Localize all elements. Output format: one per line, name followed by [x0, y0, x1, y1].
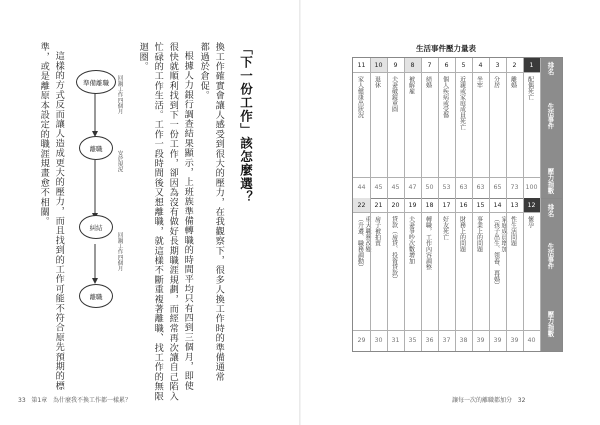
event-cell: 近親或家庭成員死亡	[458, 76, 466, 130]
points-cell: 63	[459, 183, 468, 191]
rank-cell: 7	[427, 61, 432, 69]
column-divider	[370, 58, 371, 351]
flow-node-quit-2: 離職	[79, 284, 113, 308]
points-cell: 53	[442, 183, 451, 191]
points-cell: 47	[408, 183, 417, 191]
row-divider	[353, 212, 540, 213]
rank-cell: 11	[357, 61, 366, 69]
rank-cell: 18	[425, 201, 434, 209]
event-cell: 分居	[492, 76, 500, 88]
rank-cell: 19	[408, 201, 417, 209]
header-rank-bottom: 排名	[546, 204, 555, 217]
event-cell: 家庭成員增加 （孩子出生、領養、再婚）	[492, 216, 507, 288]
points-cell: 44	[357, 183, 366, 191]
header-points-top: 壓力指數	[546, 168, 555, 194]
event-cell: 結婚	[424, 76, 432, 88]
rank-cell: 12	[523, 198, 540, 212]
points-cell: 73	[510, 183, 519, 191]
row-divider	[353, 177, 540, 178]
rank-cell: 21	[374, 201, 383, 209]
event-cell: 個人疾病或受傷	[441, 76, 449, 118]
column-divider	[438, 58, 439, 351]
paragraph-1-cont: 都過於倉促。	[198, 42, 210, 101]
rank-cell: 22	[353, 198, 370, 212]
points-cell: 29	[357, 336, 366, 344]
paragraph-2-line-3: 忙碌的工作生活。工作一段時間後又想離職，就這樣不斷重複著離職、找工作的無限	[152, 42, 164, 401]
points-cell: 45	[391, 183, 400, 191]
column-divider	[387, 58, 388, 351]
flow-note-return-2: 回鍋工作四個月	[116, 232, 123, 272]
column-divider	[489, 58, 490, 351]
event-cell: 夫妻爭吵次數增加	[407, 216, 415, 264]
right-footer	[452, 395, 525, 404]
points-cell: 65	[493, 183, 502, 191]
row-divider	[353, 72, 540, 73]
event-cell: 配偶死亡	[526, 76, 534, 100]
flow-node-conflicted: 糾結	[79, 215, 113, 239]
column-divider	[540, 58, 541, 351]
points-cell: 36	[425, 336, 434, 344]
event-cell: 懷孕	[526, 216, 534, 228]
rank-cell: 14	[493, 201, 502, 209]
column-divider	[472, 58, 473, 351]
column-divider	[421, 58, 422, 351]
event-cell: 退休	[373, 76, 381, 88]
row-divider	[353, 330, 540, 331]
section-heading: 「下一份工作」該怎麼選？	[238, 42, 254, 204]
left-running-title: 為什麼我不換工作都一樣累？	[52, 397, 131, 404]
paragraph-2: 根據人力銀行調查結果顯示，上班族準備轉職的時間平均只有四到三個月，即使	[182, 51, 194, 391]
event-cell: 好友死亡	[441, 216, 449, 240]
event-cell: 被解雇	[407, 76, 415, 94]
points-cell: 39	[493, 336, 502, 344]
left-footer	[18, 395, 131, 404]
flow-node-prepare-quit: 準備離職	[76, 70, 116, 94]
points-cell: 45	[374, 183, 383, 191]
header-event-bottom: 生活事件	[546, 243, 555, 269]
stress-scale-table	[352, 57, 563, 352]
rank-cell: 2	[512, 61, 517, 69]
rank-cell: 4	[478, 61, 483, 69]
right-page-number: 32	[517, 397, 526, 404]
rank-cell: 13	[510, 201, 519, 209]
paragraph-2-line-2: 很快就順利找到下一份工作，卻因為沒有做好長期職涯規劃，而經常再次讓自己陷入	[167, 42, 179, 401]
points-cell: 50	[425, 183, 434, 191]
rank-cell: 20	[391, 201, 400, 209]
event-cell: 事業上的問題	[475, 216, 483, 252]
flow-node-quit-1: 離職	[79, 136, 113, 160]
paragraph-2-line-4: 迴圈。	[137, 42, 149, 72]
rank-cell: 15	[476, 201, 485, 209]
points-cell: 30	[374, 336, 383, 344]
rank-cell: 1	[523, 58, 540, 72]
points-cell: 40	[527, 336, 536, 344]
column-divider	[523, 58, 524, 351]
paragraph-3: 這樣的方式反而讓人造成更大的壓力，而且找到的工作可能不符合原先預期的標	[53, 51, 65, 391]
points-cell: 39	[476, 336, 485, 344]
diagram-arrows	[70, 60, 140, 320]
event-cell: 性生活問題	[509, 216, 517, 246]
rank-cell: 8	[404, 58, 421, 72]
points-cell: 39	[510, 336, 519, 344]
points-cell: 31	[391, 336, 400, 344]
table-title: 生活事件壓力量表	[416, 44, 476, 53]
event-cell: 轉職，工作內容調整	[424, 216, 432, 270]
rank-cell: 16	[459, 201, 468, 209]
event-cell: 財務上的問題	[458, 216, 466, 252]
paragraph-3-line-2: 準，或是離原本設定的職涯規畫愈不相關。	[38, 42, 50, 227]
points-cell: 63	[476, 183, 485, 191]
right-running-title: 讓每一次的離職都加分	[452, 397, 513, 404]
flow-note-settle: 安於現況	[116, 150, 123, 173]
page-gutter	[299, 0, 301, 425]
rank-cell: 9	[393, 61, 398, 69]
points-cell: 100	[525, 183, 538, 191]
event-cell: 貸款（房貸、投資貸款）	[390, 216, 398, 282]
header-event-top: 生活事件	[546, 103, 555, 129]
chapter-label: 第1章	[31, 397, 48, 404]
rank-cell: 3	[495, 61, 500, 69]
points-cell: 35	[408, 336, 417, 344]
flow-note-return-1: 回鍋工作四個月	[116, 75, 123, 115]
event-cell: 夫妻破鏡重圓	[390, 76, 398, 112]
left-page-number: 33	[18, 397, 26, 404]
rank-cell: 10	[370, 58, 387, 72]
rank-cell: 17	[442, 201, 451, 209]
event-cell: 家人健康出狀況	[356, 76, 364, 118]
column-divider	[506, 58, 507, 351]
rank-cell: 5	[461, 61, 466, 69]
header-rank-top: 排名	[546, 62, 555, 75]
paragraph-1: 換工作確實會讓人感受到很大的壓力，在我觀察下，很多人換工作時的準備通常	[213, 42, 225, 382]
points-cell: 38	[459, 336, 468, 344]
rank-cell: 6	[444, 61, 449, 69]
header-points-bottom: 壓力指數	[546, 311, 555, 337]
column-divider	[455, 58, 456, 351]
event-cell: 重大職務改變 （升遷、職務調動）	[356, 216, 371, 270]
event-cell: 離婚	[509, 76, 517, 88]
points-cell: 37	[442, 336, 451, 344]
column-divider	[404, 58, 405, 351]
event-cell: 坐牢	[475, 76, 483, 88]
event-cell: 房子被拍賣	[373, 216, 381, 246]
